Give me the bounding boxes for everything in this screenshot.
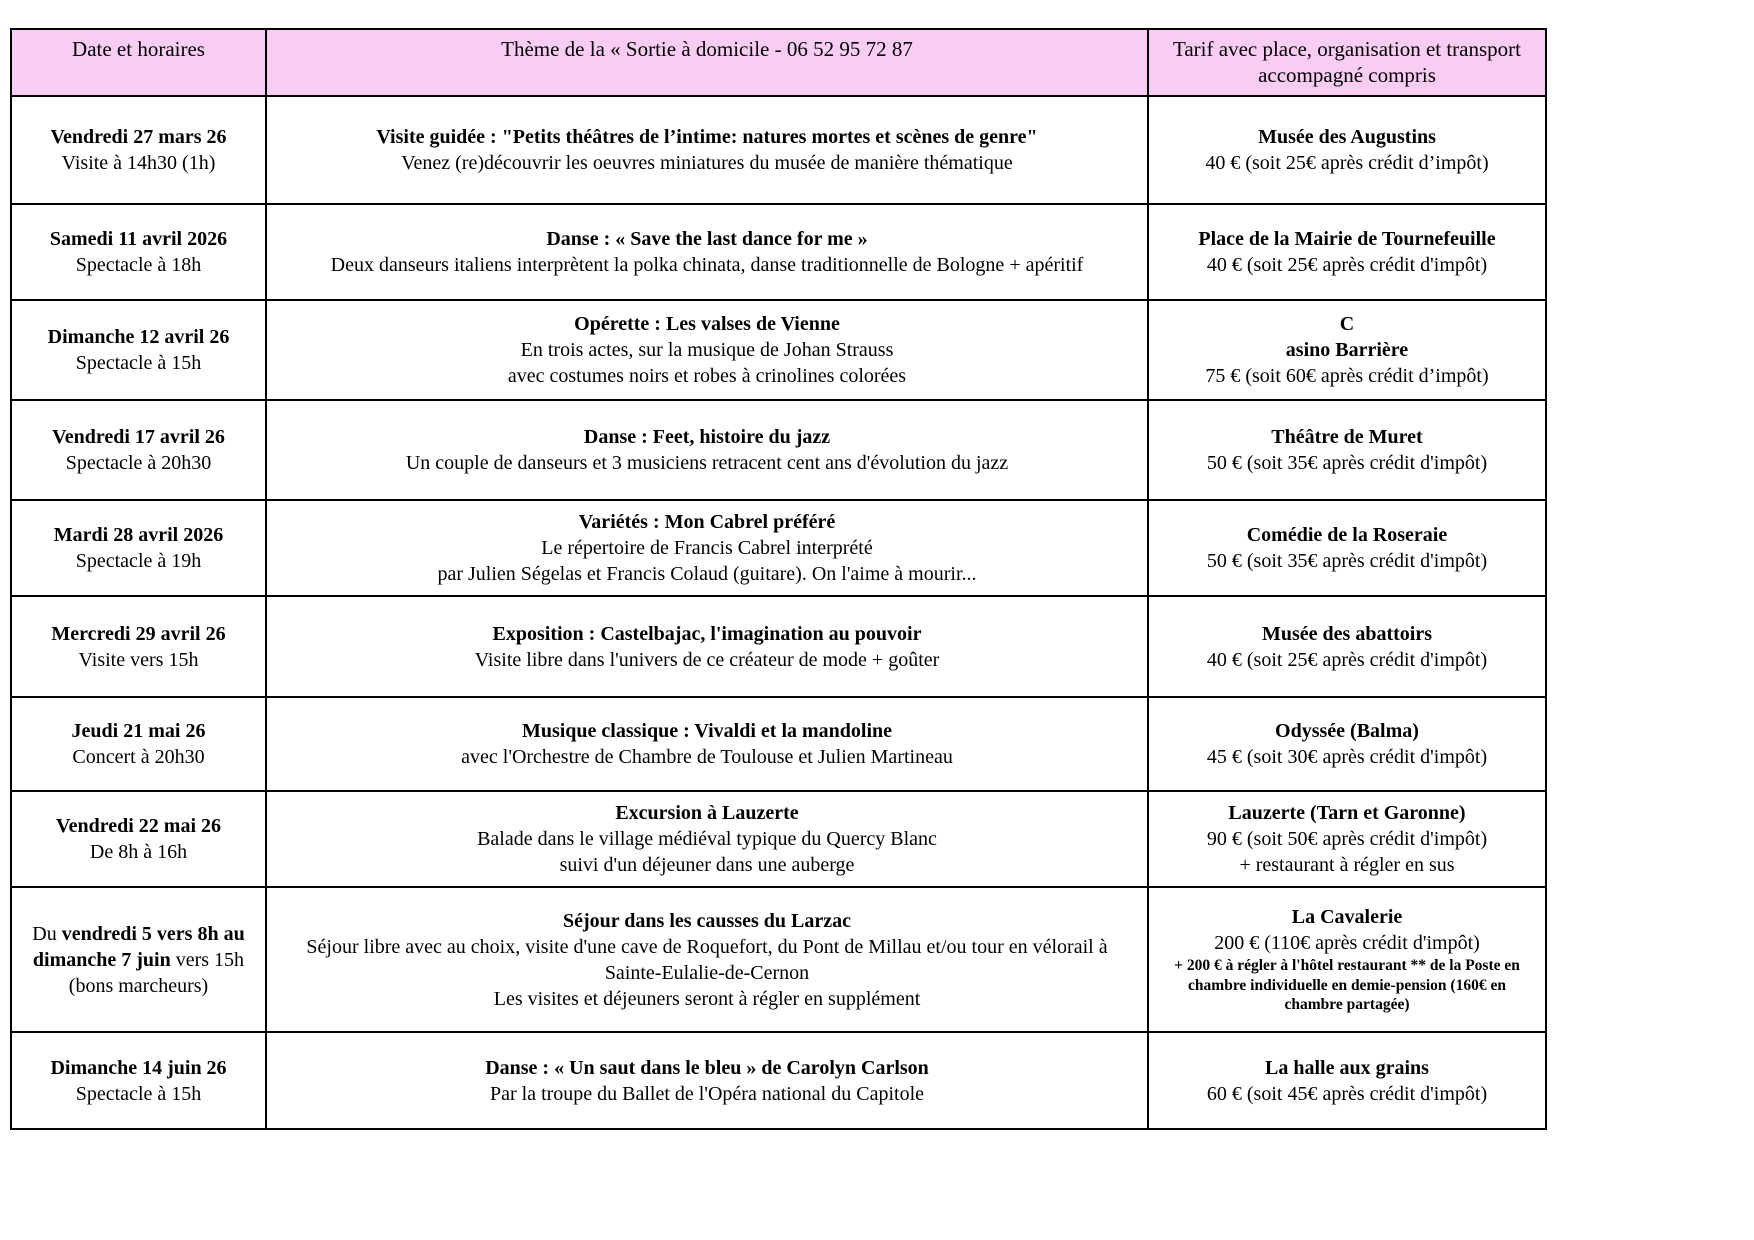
theme-cell xyxy=(266,887,1148,1032)
table-row xyxy=(11,400,1546,500)
text-line: Place de la Mairie de Tournefeuille xyxy=(1198,228,1496,250)
theme-cell xyxy=(266,300,1148,400)
table-row xyxy=(11,96,1546,204)
text-line: Spectacle à 15h xyxy=(75,352,202,374)
text-line: Odyssée (Balma) xyxy=(1275,720,1419,742)
tarif-cell xyxy=(1148,204,1546,300)
date-cell xyxy=(11,500,266,596)
text-line: 60 € (soit 45€ après crédit d'impôt) xyxy=(1206,1082,1488,1105)
text-line: Balade dans le village médiéval typique du Quercy Blanc xyxy=(477,828,937,850)
text-line: Opérette : Les valses de Vienne xyxy=(574,313,840,335)
text-line: Vendredi 22 mai 26 xyxy=(55,815,222,837)
date-cell xyxy=(11,400,266,500)
text-line: 40 € (soit 25€ après crédit d’impôt) xyxy=(1205,152,1489,174)
text-line: Spectacle à 18h xyxy=(75,254,202,276)
theme-cell xyxy=(266,596,1148,697)
text-line: + restaurant à régler en sus xyxy=(1239,854,1455,876)
text-line: Spectacle à 19h xyxy=(75,550,202,572)
theme-cell xyxy=(266,500,1148,596)
text-line: Jeudi 21 mai 26 xyxy=(71,720,206,742)
text-line: 90 € (soit 50€ après crédit d'impôt) xyxy=(1206,828,1488,850)
text-line: Les visites et déjeuners seront à régler en supplément xyxy=(493,987,921,1010)
date-cell xyxy=(11,204,266,300)
text-line: avec costumes noirs et robes à crinolines colorées xyxy=(507,365,907,387)
text-line: suivi d'un déjeuner dans une auberge xyxy=(559,854,855,876)
tarif-cell xyxy=(1148,1032,1546,1129)
text-line: Visite vers 15h xyxy=(78,648,199,671)
text-line: Musée des abattoirs xyxy=(1262,622,1432,645)
text-line: Par la troupe du Ballet de l'Opéra national du Capitole xyxy=(489,1082,925,1105)
theme-cell xyxy=(266,697,1148,791)
text-line: Samedi 11 avril 2026 xyxy=(49,228,228,250)
date-cell xyxy=(11,791,266,887)
text-line: Théâtre de Muret xyxy=(1271,426,1423,448)
table-row xyxy=(11,791,1546,887)
text-line: 50 € (soit 35€ après crédit d'impôt) xyxy=(1206,452,1488,474)
date-cell xyxy=(11,697,266,791)
text-line: Concert à 20h30 xyxy=(72,746,205,768)
text-line: La halle aux grains xyxy=(1265,1056,1429,1079)
text-line: Spectacle à 15h xyxy=(75,1082,202,1105)
text-line: Du vendredi 5 vers 8h au dimanche 7 juin vers 15h xyxy=(32,922,245,971)
text-line: Deux danseurs italiens interprètent la polka chinata, danse traditionnelle de Bologne + apéritif xyxy=(330,254,1084,276)
tarif-cell xyxy=(1148,697,1546,791)
text-line: Variétés : Mon Cabrel préféré xyxy=(578,511,836,533)
tarif-cell xyxy=(1148,96,1546,204)
date-cell xyxy=(11,887,266,1032)
text-line: Comédie de la Roseraie xyxy=(1246,524,1448,546)
text-line: Dimanche 12 avril 26 xyxy=(47,326,230,348)
text-line: Un couple de danseurs et 3 musiciens retracent cent ans d'évolution du jazz xyxy=(405,452,1009,474)
tarif-cell xyxy=(1148,400,1546,500)
text-line: Vendredi 27 mars 26 xyxy=(50,126,227,148)
theme-cell xyxy=(266,400,1148,500)
text-line: De 8h à 16h xyxy=(89,841,188,863)
tarif-cell xyxy=(1148,791,1546,887)
text-line: asino Barrière xyxy=(1285,339,1409,361)
events-table xyxy=(10,28,1547,1130)
date-cell xyxy=(11,300,266,400)
tarif-cell xyxy=(1148,596,1546,697)
table-header xyxy=(11,29,1546,96)
text-line: Venez (re)découvrir les oeuvres miniatures du musée de manière thématique xyxy=(401,152,1013,174)
table-row xyxy=(11,887,1546,1032)
theme-cell xyxy=(266,204,1148,300)
text-line: 75 € (soit 60€ après crédit d’impôt) xyxy=(1205,365,1489,387)
table-row xyxy=(11,300,1546,400)
tarif-cell xyxy=(1148,887,1546,1032)
header-tarif: Tarif avec place, organisation et transport accompagné compris xyxy=(1148,29,1546,96)
table-row xyxy=(11,500,1546,596)
text-line: Lauzerte (Tarn et Garonne) xyxy=(1228,802,1466,824)
text-line: Spectacle à 20h30 xyxy=(65,452,212,474)
text-line: Le répertoire de Francis Cabrel interprété xyxy=(541,537,873,559)
header-date: Date et horaires xyxy=(11,29,266,96)
table-body xyxy=(11,96,1546,1129)
date-cell xyxy=(11,1032,266,1129)
text-line: avec l'Orchestre de Chambre de Toulouse et Julien Martineau xyxy=(461,746,953,768)
tarif-cell xyxy=(1148,500,1546,596)
text-line: Dimanche 14 juin 26 xyxy=(50,1056,227,1079)
text-line: La Cavalerie xyxy=(1291,906,1403,929)
text-line: Visite à 14h30 (1h) xyxy=(61,152,216,174)
text-line: 45 € (soit 30€ après crédit d'impôt) xyxy=(1206,746,1488,768)
text-line: Musée des Augustins xyxy=(1258,126,1436,148)
theme-cell xyxy=(266,1032,1148,1129)
date-cell xyxy=(11,596,266,697)
theme-cell xyxy=(266,96,1148,204)
text-line: 40 € (soit 25€ après crédit d'impôt) xyxy=(1206,254,1488,276)
text-line: Danse : « Un saut dans le bleu » de Carolyn Carlson xyxy=(485,1056,929,1079)
text-line: Séjour dans les causses du Larzac xyxy=(563,909,851,932)
table-row xyxy=(11,204,1546,300)
text-line: (bons marcheurs) xyxy=(68,974,209,997)
table-row xyxy=(11,1032,1546,1129)
header-row xyxy=(11,29,1546,96)
text-line: 40 € (soit 25€ après crédit d'impôt) xyxy=(1206,648,1488,671)
header-theme: Thème de la « Sortie à domicile - 06 52 95 72 87 xyxy=(266,29,1148,96)
text-line: Musique classique : Vivaldi et la mandoline xyxy=(521,720,893,742)
table-row xyxy=(11,697,1546,791)
theme-cell xyxy=(266,791,1148,887)
text-line: Séjour libre avec au choix, visite d'une cave de Roquefort, du Pont de Millau et/ou tour en vélorail à Sainte-Eulalie-de-Cernon xyxy=(306,935,1108,984)
tarif-cell xyxy=(1148,300,1546,400)
text-line: En trois actes, sur la musique de Johan Strauss xyxy=(520,339,894,361)
text-line: Exposition : Castelbajac, l'imagination au pouvoir xyxy=(492,622,922,645)
text-line: Visite guidée : "Petits théâtres de l’intime: natures mortes et scènes de genre" xyxy=(376,126,1038,148)
text-line: Mardi 28 avril 2026 xyxy=(53,524,224,546)
text-line: Mercredi 29 avril 26 xyxy=(51,622,226,645)
text-line: 50 € (soit 35€ après crédit d'impôt) xyxy=(1206,550,1488,572)
table-row xyxy=(11,596,1546,697)
text-line: Visite libre dans l'univers de ce créateur de mode + goûter xyxy=(474,648,940,671)
text-line: par Julien Ségelas et Francis Colaud (guitare). On l'aime à mourir... xyxy=(437,563,977,585)
text-line: 200 € (110€ après crédit d'impôt) xyxy=(1214,932,1480,955)
date-cell xyxy=(11,96,266,204)
text-line: Danse : Feet, histoire du jazz xyxy=(583,426,831,448)
text-line: C xyxy=(1339,313,1355,335)
text-line: Danse : « Save the last dance for me » xyxy=(546,228,868,250)
text-line: Excursion à Lauzerte xyxy=(615,802,799,824)
text-line: Vendredi 17 avril 26 xyxy=(52,426,225,448)
text-line: + 200 € à régler à l'hôtel restaurant ** de la Poste en chambre individuelle en demie-pension (160€ en chambre partagée) xyxy=(1174,957,1520,1014)
